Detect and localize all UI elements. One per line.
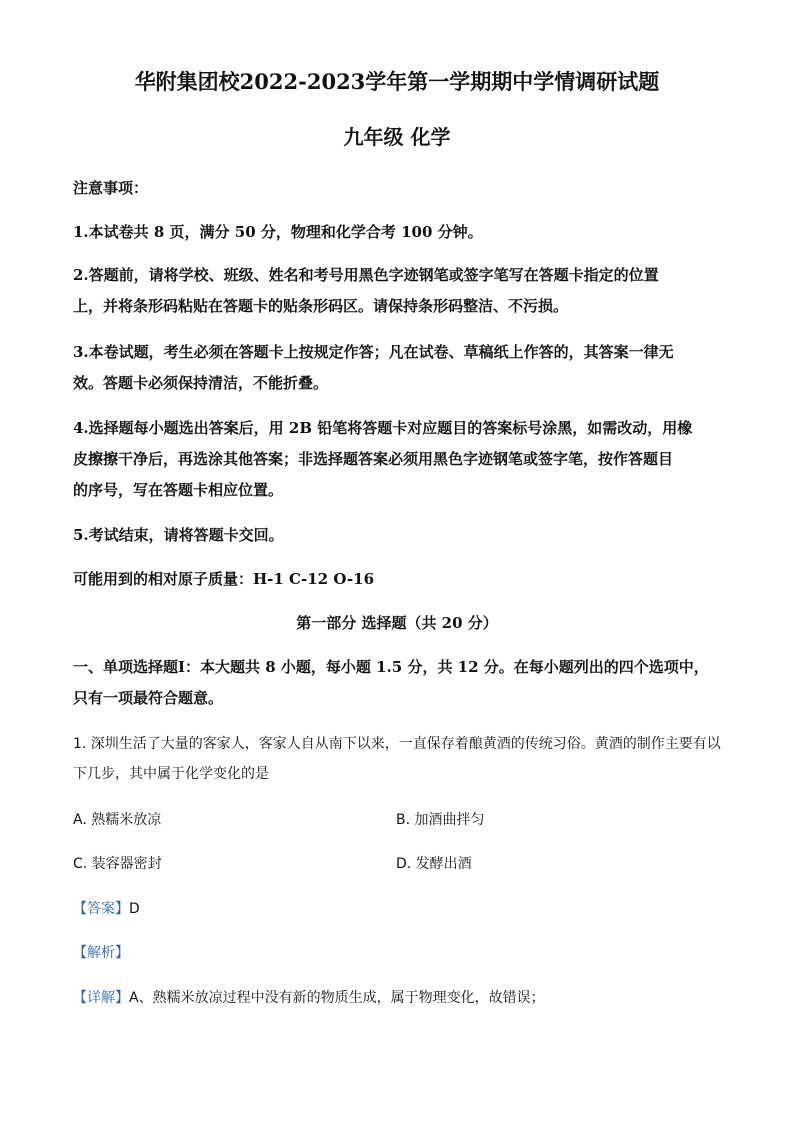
notice-item-5: 5.考试结束，请将答题卡交回。	[73, 526, 284, 544]
answer-value: D	[129, 901, 140, 917]
notice-item-4-line-2: 皮擦擦干净后，再选涂其他答案；非选择题答案必须用黑色字迹钢笔或签字笔，按作答题目	[73, 450, 674, 468]
notice-heading: 注意事项：	[73, 179, 149, 197]
question-1-stem-line-2: 下几步，其中属于化学变化的是	[73, 766, 269, 782]
option-b: B. 加酒曲拌匀	[396, 812, 485, 828]
detail-tag: 【详解】	[73, 990, 129, 1006]
answer-line	[73, 899, 733, 919]
notice-item-1: 1.本试卷共 8 页，满分 50 分，物理和化学合考 100 分钟。	[73, 223, 483, 241]
exam-title: 华附集团校2022-2023学年第一学期期中学情调研试题	[134, 69, 660, 94]
section-instruction-line-2: 只有一项最符合题意。	[73, 689, 224, 707]
detail-text: A、熟糯米放凉过程中没有新的物质生成，属于物理变化，故错误；	[129, 990, 545, 1006]
analysis-line	[73, 943, 733, 963]
question-1-stem-line-1: 1. 深圳生活了大量的客家人，客家人自从南下以来，一直保存着酿黄酒的传统习俗。黄酒的制作主要有以	[73, 736, 721, 752]
detail-line	[73, 988, 733, 1008]
answer-tag: 【答案】	[73, 901, 129, 917]
notice-item-2-line-2: 上，并将条形码粘贴在答题卡的贴条形码区。请保持条形码整洁、不污损。	[73, 297, 569, 315]
option-a: A. 熟糯米放凉	[73, 812, 162, 828]
notice-item-4-line-3: 的序号，写在答题卡相应位置。	[73, 481, 284, 499]
analysis-tag: 【解析】	[73, 945, 129, 961]
exam-subtitle: 九年级 化学	[343, 125, 451, 149]
option-c: C. 装容器密封	[73, 856, 162, 872]
notice-item-3-line-1: 3.本卷试题，考生必须在答题卡上按规定作答；凡在试卷、草稿纸上作答的，其答案一律无	[73, 343, 674, 361]
notice-item-4-line-1: 4.选择题每小题选出答案后，用 2B 铅笔将答题卡对应题目的答案标号涂黑，如需改动，用橡	[73, 419, 693, 437]
section-instruction-line-1: 一、单项选择题Ⅰ：本大题共 8 小题，每小题 1.5 分，共 12 分。在每小题列出的四个选项中，	[73, 658, 709, 676]
option-d: D. 发酵出酒	[396, 856, 472, 872]
part1-heading: 第一部分 选择题（共 20 分）	[296, 614, 498, 632]
notice-item-3-line-2: 效。答题卡必须保持清洁，不能折叠。	[73, 374, 329, 392]
notice-item-2-line-1: 2.答题前，请将学校、班级、姓名和考号用黑色字迹钢笔或签字笔写在答题卡指定的位置	[73, 266, 659, 284]
atomic-mass-line: 可能用到的相对原子质量：H-1 C-12 O-16	[73, 570, 375, 588]
